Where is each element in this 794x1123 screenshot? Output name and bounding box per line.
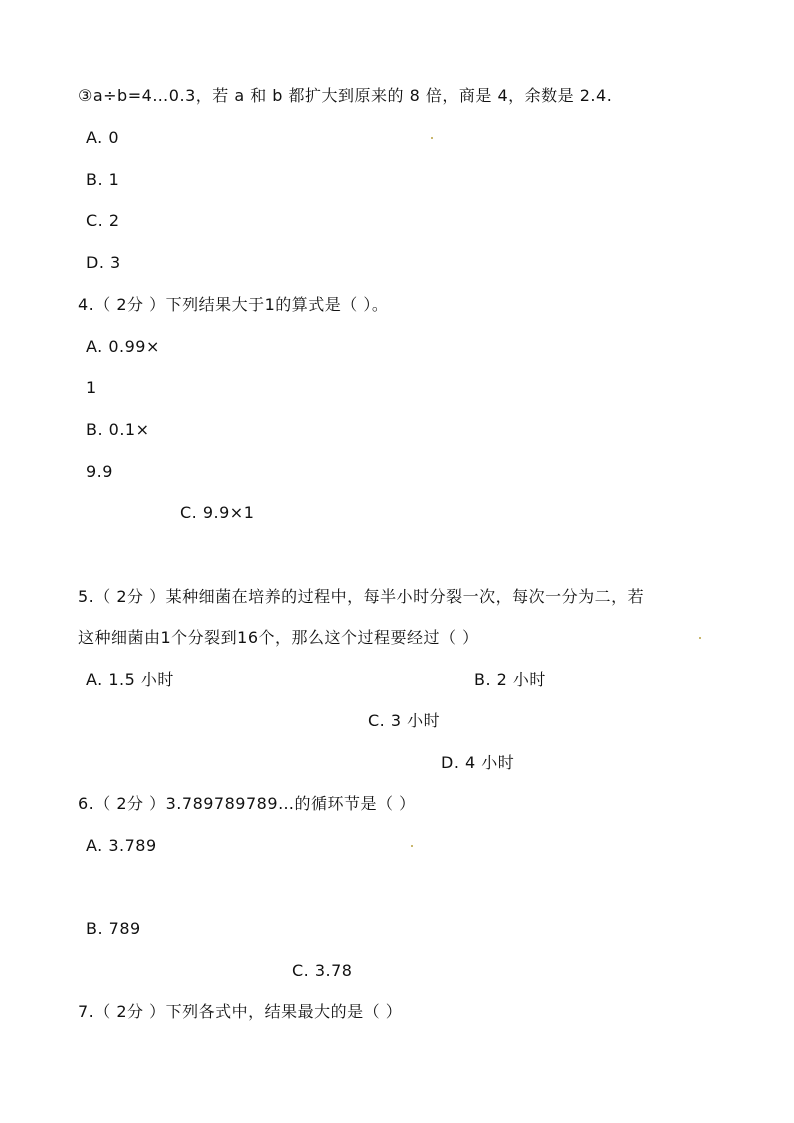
q6-stem: 6.（ 2分 ）3.789789789…的循环节是（ ） bbox=[78, 794, 416, 813]
q3-option-b: B. 1 bbox=[86, 170, 120, 189]
q5-option-b: B. 2 小时 bbox=[474, 670, 546, 689]
q3-statement: ③a÷b=4…0.3，若 a 和 b 都扩大到原来的 8 倍，商是 4，余数是 2.4. bbox=[78, 86, 613, 105]
q4-stem: 4.（ 2分 ）下列结果大于1的算式是（ ）。 bbox=[78, 295, 389, 314]
q3-option-c: C. 2 bbox=[86, 211, 120, 230]
q4-option-b-continuation: 9.9 bbox=[86, 462, 113, 481]
q6-option-c: C. 3.78 bbox=[292, 961, 353, 980]
q5-option-a: A. 1.5 小时 bbox=[86, 670, 174, 689]
speck bbox=[411, 845, 413, 847]
q5-option-d: D. 4 小时 bbox=[441, 753, 515, 772]
q5-option-c: C. 3 小时 bbox=[368, 711, 441, 730]
q6-option-b: B. 789 bbox=[86, 919, 141, 938]
q5-stem-line2: 这种细菌由1个分裂到16个，那么这个过程要经过（ ） bbox=[78, 628, 479, 647]
q4-option-b: B. 0.1× bbox=[86, 420, 150, 439]
q3-option-a: A. 0 bbox=[86, 128, 120, 147]
q6-option-a: A. 3.789 bbox=[86, 836, 157, 855]
speck bbox=[699, 637, 701, 639]
q4-option-c: C. 9.9×1 bbox=[180, 503, 255, 522]
q7-stem: 7.（ 2分 ）下列各式中，结果最大的是（ ） bbox=[78, 1002, 403, 1021]
q4-option-a: A. 0.99× bbox=[86, 337, 160, 356]
q4-option-a-continuation: 1 bbox=[86, 378, 97, 397]
q3-option-d: D. 3 bbox=[86, 253, 121, 272]
speck bbox=[431, 137, 433, 139]
q5-stem-line1: 5.（ 2分 ）某种细菌在培养的过程中，每半小时分裂一次，每次一分为二，若 bbox=[78, 587, 645, 606]
